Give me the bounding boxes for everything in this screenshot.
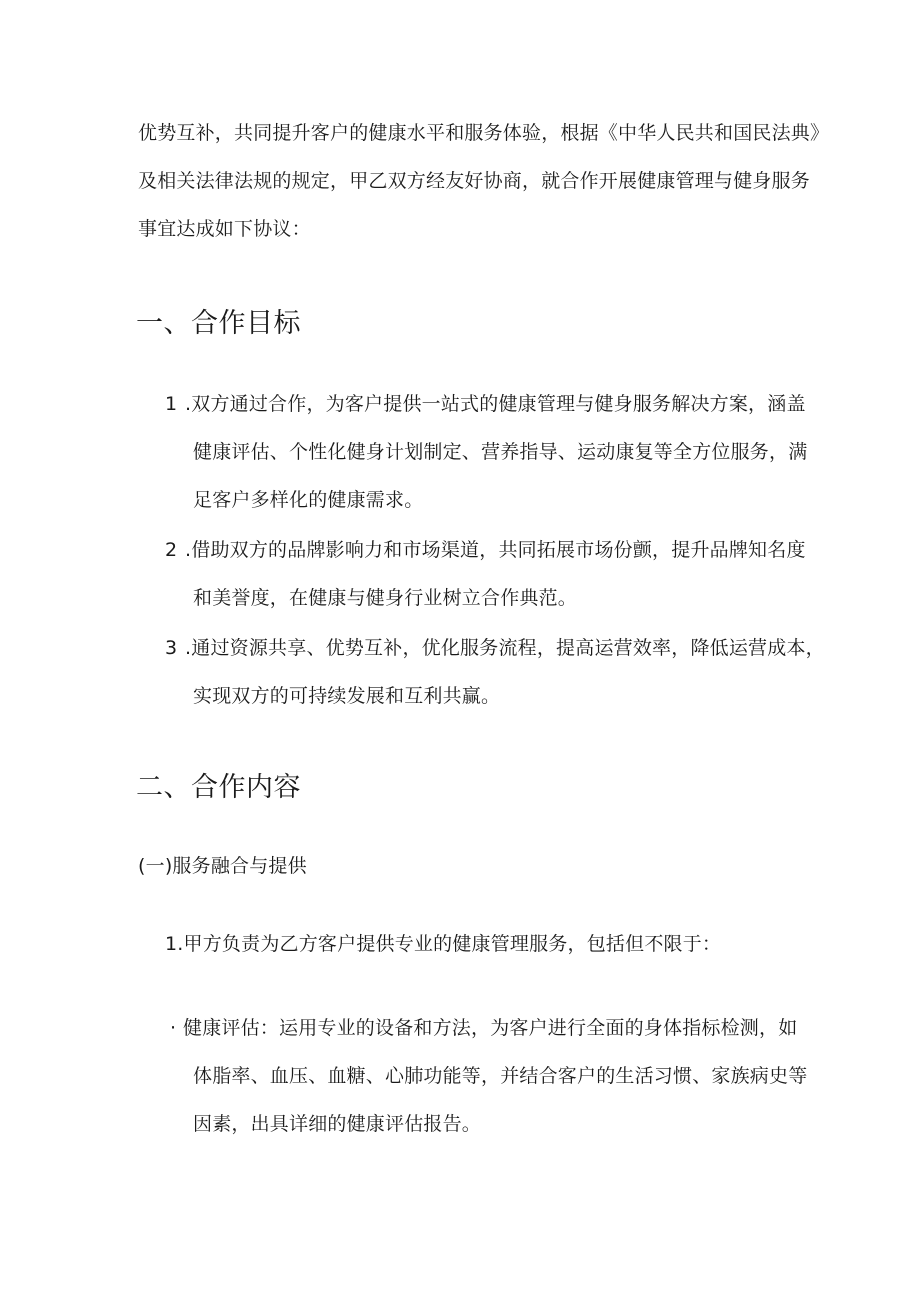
item-2-line-2: 和美誉度，在健康与健身行业树立合作典范。 [193, 587, 578, 609]
section-heading-goals: 一、合作目标 [136, 308, 301, 339]
intro-line-1: 优势互补，共同提升客户的健康水平和服务体验，根据《中华人民共和国民法典》 [138, 122, 830, 144]
item-3-line-2: 实现双方的可持续发展和互利共赢。 [193, 685, 501, 707]
intro-line-2: 及相关法律法规的规定，甲乙双方经友好协商，就合作开展健康管理与健身服务 [138, 170, 811, 192]
subheading-service-integration: (一)服务融合与提供 [138, 855, 307, 877]
intro-line-3: 事宜达成如下协议： [138, 218, 311, 240]
bullet-line-1: 健康评估：运用专业的设备和方法，为客户进行全面的身体指标检测，如 [183, 1017, 798, 1039]
item-number-1: 1 [165, 393, 178, 415]
item-number-2: 2 [165, 539, 178, 561]
item-number-3: 3 [165, 637, 178, 659]
clause-1: 1.甲方负责为乙方客户提供专业的健康管理服务，包括但不限于： [165, 933, 722, 955]
bullet-line-2: 体脂率、血压、血糖、心肺功能等，并结合客户的生活习惯、家族病史等 [193, 1065, 808, 1087]
item-1-line-1: .双方通过合作，为客户提供一站式的健康管理与健身服务解决方案，涵盖 [185, 393, 806, 415]
item-3-line-1: .通过资源共享、优势互补，优化服务流程，提高运营效率，降低运营成本， [185, 637, 825, 659]
item-1-line-2: 健康评估、个性化健身计划制定、营养指导、运动康复等全方位服务，满 [193, 441, 808, 463]
item-2-line-1: .借助双方的品牌影响力和市场渠道，共同拓展市场份颤，提升品牌知名度 [185, 539, 806, 561]
item-1-line-3: 足客户多样化的健康需求。 [193, 489, 424, 511]
bullet-line-3: 因素，出具详细的健康评估报告。 [193, 1113, 482, 1135]
bullet-marker: · [170, 1017, 177, 1039]
section-heading-content: 二、合作内容 [136, 772, 301, 803]
